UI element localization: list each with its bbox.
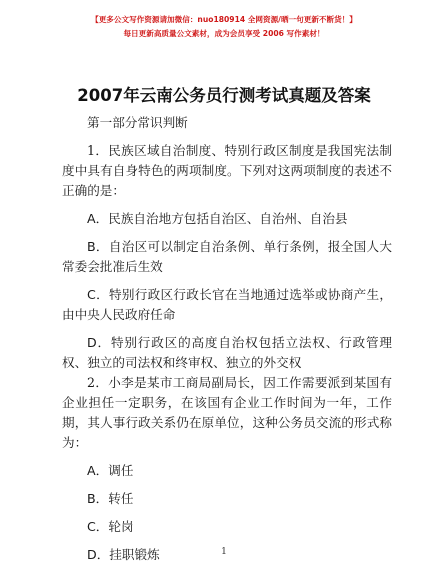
option-text: ．特别行政区的高度自治权包括立法权、行政管理权、独立的司法权和终审权、独立的外交权 (62, 335, 392, 370)
option-text: ．挂职锻炼 (96, 547, 160, 562)
document-title: 2007年云南公务员行测考试真题及答案 (77, 86, 371, 105)
section-heading: 第一部分常识判断 (87, 115, 188, 130)
option-letter: A (87, 211, 96, 226)
promo-line-1: 【更多公文写作资源请加微信：nuo180914 全网资源/晒一句更新不断货！】 (91, 15, 357, 24)
option-letter: D (87, 335, 97, 350)
option-letter: C (87, 287, 96, 302)
question-1-option-d (62, 333, 392, 373)
question-2-option-a (62, 461, 392, 481)
question-2-option-c (62, 517, 392, 537)
option-letter: D (87, 547, 97, 562)
option-text: ．轮岗 (95, 519, 134, 534)
question-1-option-b (62, 237, 392, 277)
question-1-option-c (62, 285, 392, 325)
option-text: ．调任 (95, 463, 134, 478)
option-text: ．自治区可以制定自治条例、单行条例，报全国人大常委会批准后生效 (62, 239, 392, 274)
question-2-option-b (62, 489, 392, 509)
page-number: 1 (221, 547, 227, 557)
option-letter: B (87, 239, 96, 254)
promo-line-2: 每日更新高质量公文素材，成为会员享受 2006 写作素材！ (123, 29, 325, 38)
option-letter: A (87, 463, 96, 478)
question-1-stem: 1．民族区域自治制度、特别行政区制度是我国宪法制度中具有自身特色的两项制度。下列对这两项制度的表述不正确的是： (62, 143, 392, 198)
question-1-option-a (62, 209, 392, 229)
document-body (62, 113, 392, 565)
option-letter: C (87, 519, 96, 534)
option-text: ．转任 (95, 491, 134, 506)
option-text: ．特别行政区行政长官在当地通过选举或协商产生，由中央人民政府任命 (62, 287, 392, 322)
question-2-stem: 2．小李是某市工商局副局长，因工作需要派到某国有企业担任一定职务，在该国有企业工作时间为一年，工作期，其人事行政关系仍在原单位，这种公务员交流的形式称为： (62, 375, 392, 450)
option-text: ．民族自治地方包括自治区、自治州、自治县 (95, 211, 348, 226)
option-letter: B (87, 491, 96, 506)
